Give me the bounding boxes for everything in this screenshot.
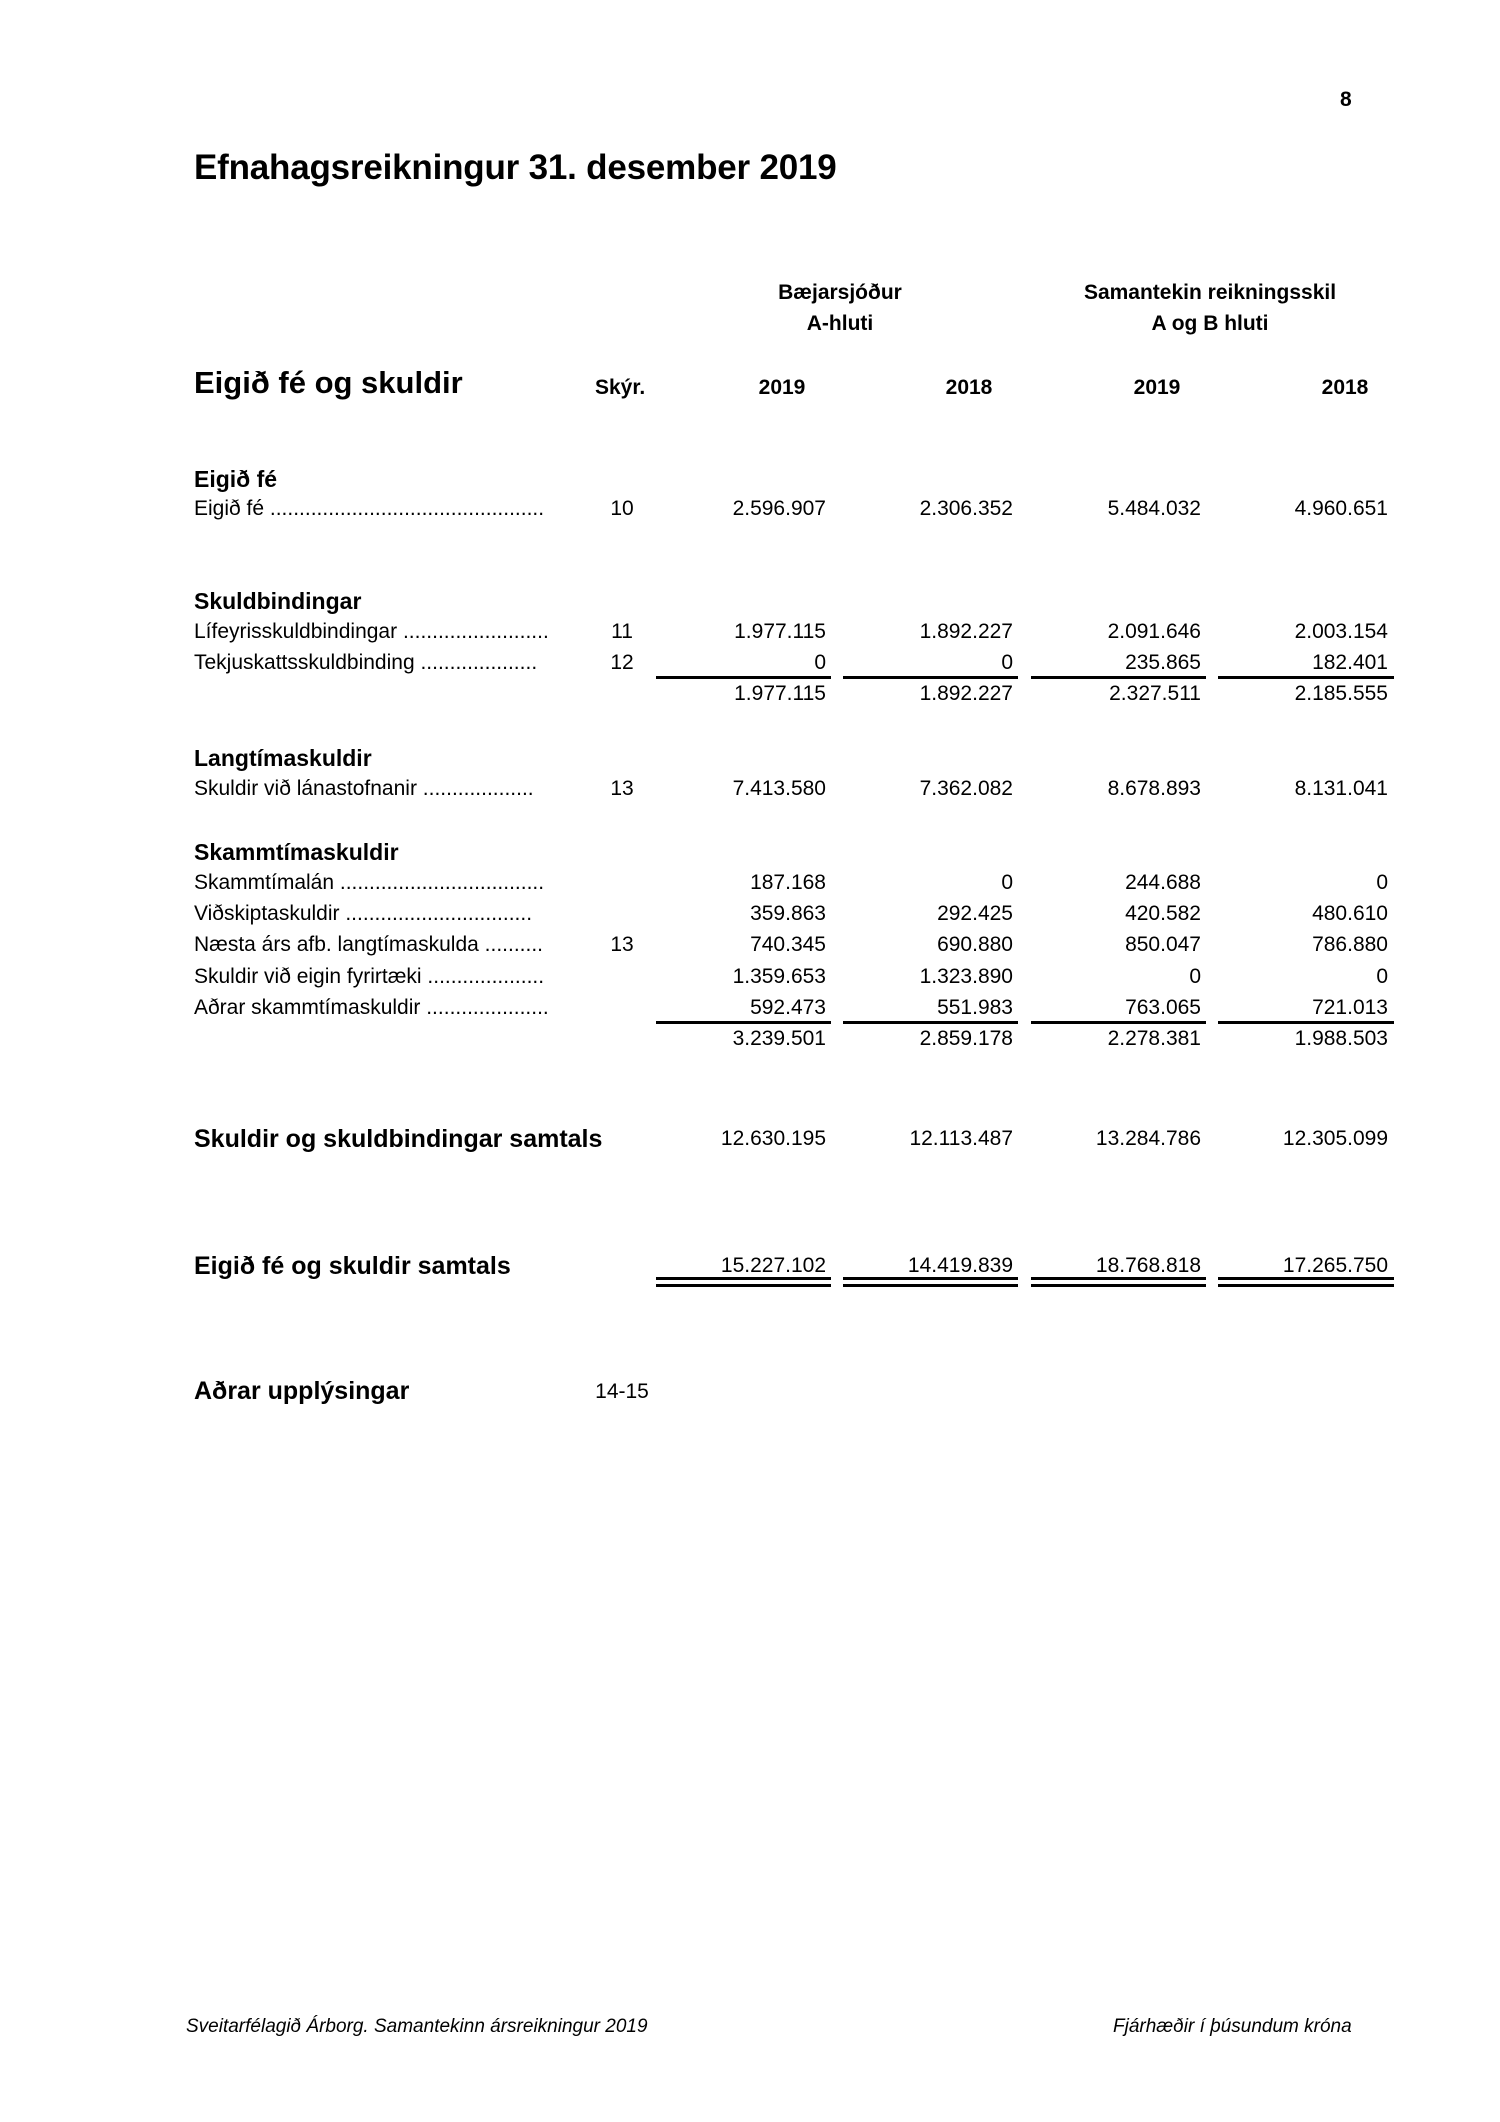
subtotal-rule	[843, 676, 1018, 679]
double-rule-top	[1218, 1277, 1394, 1280]
subtotal-value: 2.859.178	[919, 1027, 1013, 1050]
row-value: 7.362.082	[919, 777, 1013, 800]
row-value: 182.401	[1312, 651, 1388, 674]
total-value: 13.284.786	[1095, 1127, 1201, 1150]
total-value: 12.305.099	[1282, 1127, 1388, 1150]
row-value: 420.582	[1125, 902, 1201, 925]
row-value: 786.880	[1312, 933, 1388, 956]
row-label: Skammtímalán ...................................	[194, 871, 545, 894]
liabilities-total-label: Skuldir og skuldbindingar samtals	[194, 1125, 603, 1153]
group-heading-equity: Eigið fé	[194, 466, 278, 492]
subtotal-rule	[1031, 1021, 1206, 1024]
year-header-ab-2019: 2019	[1133, 376, 1181, 399]
grand-total-value: 14.419.839	[907, 1254, 1013, 1277]
row-value: 0	[1189, 965, 1201, 988]
row-value: 0	[814, 651, 826, 674]
subtotal-value: 2.185.555	[1294, 682, 1388, 705]
row-note: 13	[610, 933, 634, 956]
row-label: Viðskiptaskuldir ................................	[194, 902, 533, 925]
column-group-title: Bæjarsjóður	[778, 281, 902, 304]
total-value: 12.630.195	[720, 1127, 826, 1150]
subtotal-value: 3.239.501	[732, 1027, 826, 1050]
row-value: 187.168	[750, 871, 826, 894]
row-value: 1.977.115	[734, 620, 826, 643]
year-header-a-2018: 2018	[945, 376, 993, 399]
subtotal-rule	[1218, 1021, 1394, 1024]
subtotal-value: 1.988.503	[1294, 1027, 1388, 1050]
double-rule-bottom	[1031, 1284, 1206, 1287]
row-label: Tekjuskattsskuldbinding ....................	[194, 651, 538, 674]
row-value: 1.359.653	[732, 965, 826, 988]
footer-right: Fjárhæðir í þúsundum króna	[1113, 2016, 1352, 2037]
total-value: 12.113.487	[909, 1127, 1013, 1150]
row-value: 8.131.041	[1294, 777, 1388, 800]
double-rule-bottom	[1218, 1284, 1394, 1287]
subtotal-value: 1.977.115	[734, 682, 826, 705]
row-note: 13	[610, 777, 634, 800]
row-value: 690.880	[937, 933, 1013, 956]
double-rule-bottom	[843, 1284, 1018, 1287]
grand-total-label: Eigið fé og skuldir samtals	[194, 1252, 511, 1280]
section-title: Eigið fé og skuldir	[194, 365, 463, 400]
column-group-subtitle: A-hluti	[806, 312, 874, 335]
subtotal-rule	[1031, 676, 1206, 679]
double-rule-top	[656, 1277, 831, 1280]
row-value: 5.484.032	[1107, 497, 1201, 520]
subtotal-rule	[656, 676, 831, 679]
column-group-a-hluti	[700, 277, 980, 339]
row-value: 0	[1376, 871, 1388, 894]
row-label: Skuldir við eigin fyrirtæki ....................	[194, 965, 545, 988]
year-header-a-2019: 2019	[758, 376, 806, 399]
group-heading-obligations: Skuldbindingar	[194, 588, 362, 614]
grand-total-value: 15.227.102	[720, 1254, 826, 1277]
grand-total-value: 17.265.750	[1282, 1254, 1388, 1277]
subtotal-value: 1.892.227	[919, 682, 1013, 705]
row-note: 10	[610, 497, 634, 520]
row-value: 2.003.154	[1294, 620, 1388, 643]
row-value: 8.678.893	[1107, 777, 1201, 800]
row-label: Aðrar skammtímaskuldir .....................	[194, 996, 549, 1019]
other-info-note: 14-15	[595, 1380, 649, 1403]
note-column-header: Skýr.	[595, 376, 646, 399]
subtotal-rule	[843, 1021, 1018, 1024]
row-value: 292.425	[937, 902, 1013, 925]
subtotal-rule	[656, 1021, 831, 1024]
row-value: 850.047	[1125, 933, 1201, 956]
year-header-ab-2018: 2018	[1321, 376, 1369, 399]
row-value: 480.610	[1312, 902, 1388, 925]
subtotal-rule	[1218, 676, 1394, 679]
row-value: 7.413.580	[732, 777, 826, 800]
row-value: 2.306.352	[919, 497, 1013, 520]
row-value: 1.323.890	[919, 965, 1013, 988]
row-label: Næsta árs afb. langtímaskulda ..........	[194, 933, 543, 956]
other-info-label: Aðrar upplýsingar	[194, 1377, 410, 1405]
subtotal-value: 2.327.511	[1109, 682, 1201, 705]
page-title: Efnahagsreikningur 31. desember 2019	[194, 148, 837, 187]
row-value: 359.863	[750, 902, 826, 925]
row-value: 2.091.646	[1107, 620, 1201, 643]
row-value: 1.892.227	[919, 620, 1013, 643]
row-value: 740.345	[750, 933, 826, 956]
row-value: 0	[1376, 965, 1388, 988]
row-value: 0	[1001, 651, 1013, 674]
row-value: 4.960.651	[1294, 497, 1388, 520]
footer-left: Sveitarfélagið Árborg. Samantekinn ársreikningur 2019	[186, 2016, 648, 2037]
row-value: 763.065	[1125, 996, 1201, 1019]
double-rule-top	[843, 1277, 1018, 1280]
column-group-a-og-b-hluti	[1030, 277, 1390, 339]
group-heading-short-term: Skammtímaskuldir	[194, 839, 399, 865]
column-group-title: Samantekin reikningsskil	[1083, 281, 1337, 304]
row-value: 592.473	[750, 996, 826, 1019]
row-note: 11	[611, 620, 633, 643]
page-number: 8	[1340, 88, 1352, 111]
row-value: 244.688	[1125, 871, 1201, 894]
row-value: 235.865	[1125, 651, 1201, 674]
row-label: Skuldir við lánastofnanir ...................	[194, 777, 534, 800]
row-note: 12	[610, 651, 634, 674]
double-rule-bottom	[656, 1284, 831, 1287]
grand-total-value: 18.768.818	[1095, 1254, 1201, 1277]
row-label: Eigið fé ...............................................	[194, 497, 545, 520]
column-group-subtitle: A og B hluti	[1151, 312, 1269, 335]
row-value: 551.983	[937, 996, 1013, 1019]
double-rule-top	[1031, 1277, 1206, 1280]
row-value: 0	[1001, 871, 1013, 894]
row-value: 721.013	[1312, 996, 1388, 1019]
group-heading-long-term: Langtímaskuldir	[194, 745, 372, 771]
subtotal-value: 2.278.381	[1107, 1027, 1201, 1050]
row-label: Lífeyrisskuldbindingar .........................	[194, 620, 549, 643]
row-value: 2.596.907	[732, 497, 826, 520]
